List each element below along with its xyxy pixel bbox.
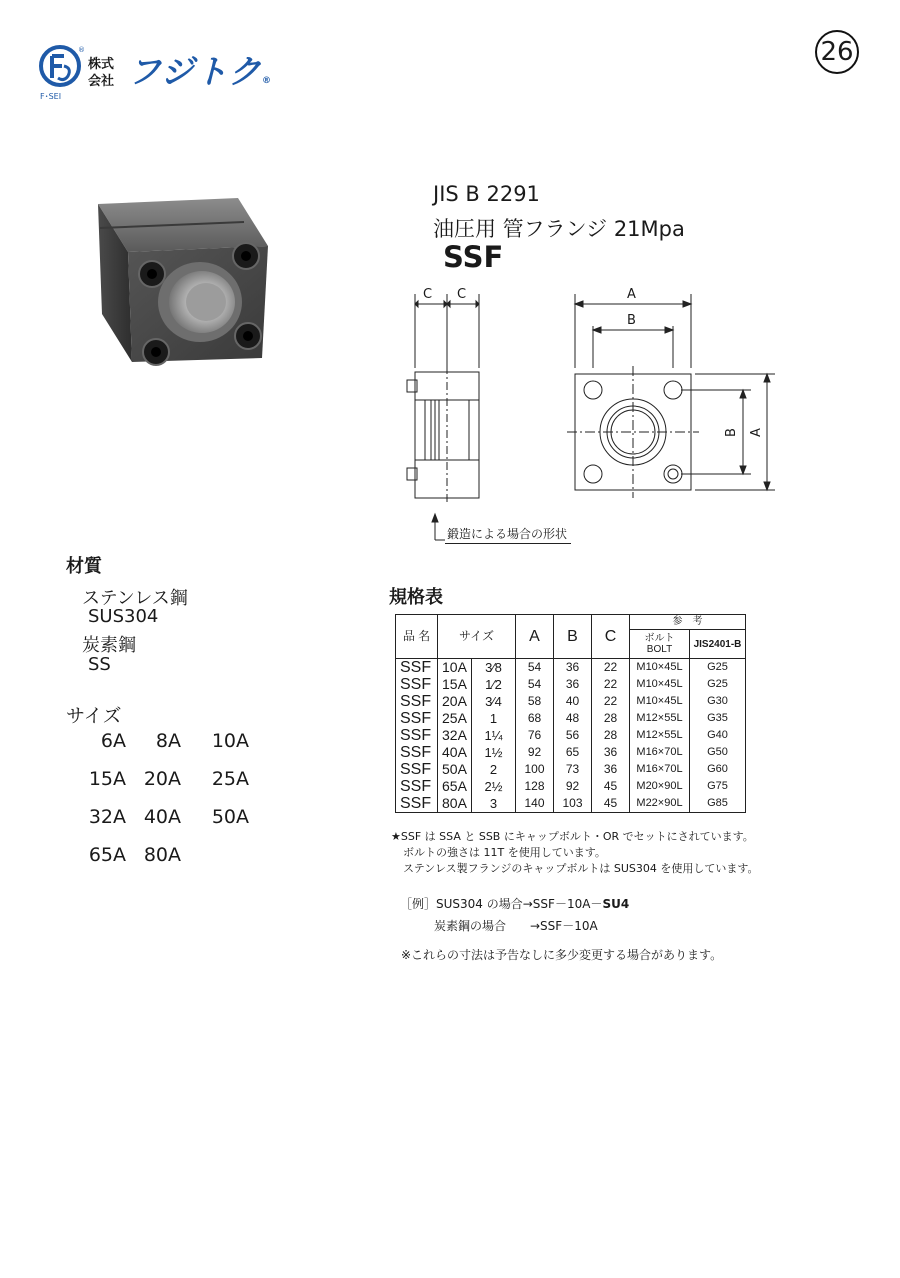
header-b: B bbox=[554, 615, 592, 659]
description-title: 油圧用 管フランジ 21Mpa bbox=[433, 217, 685, 241]
example-line-2: 炭素鋼の場合 →SSF－10A bbox=[434, 919, 598, 933]
jis-cell: G85 bbox=[690, 795, 746, 813]
size-item: 10A bbox=[211, 730, 249, 752]
dim-c-cell: 36 bbox=[592, 761, 630, 778]
dim-c-cell: 45 bbox=[592, 795, 630, 813]
dim-b-cell: 36 bbox=[554, 659, 592, 677]
part-name-cell: SSF bbox=[396, 727, 438, 744]
bolt-cell: M12×55L bbox=[630, 727, 690, 744]
dim-b-cell: 40 bbox=[554, 693, 592, 710]
bolt-cell: M16×70L bbox=[630, 744, 690, 761]
table-row bbox=[396, 676, 746, 693]
note-line-1: ★SSF は SSA と SSB にキャップボルト・OR でセットにされています。 bbox=[391, 830, 754, 843]
part-name-cell: SSF bbox=[396, 710, 438, 727]
forging-note: 鍛造による場合の形状 bbox=[445, 525, 571, 544]
bolt-cell: M10×45L bbox=[630, 659, 690, 677]
size-item: 8A bbox=[155, 730, 181, 752]
material-heading: 材質 bbox=[66, 556, 102, 577]
jis-cell: G40 bbox=[690, 727, 746, 744]
dim-a-top: A bbox=[627, 287, 636, 302]
material-code-1: SUS304 bbox=[88, 606, 159, 627]
size-item: 6A bbox=[100, 730, 126, 752]
dim-b-side: B bbox=[723, 428, 739, 437]
example-label: ［例］ bbox=[400, 897, 437, 911]
header-jis: JIS2401-B bbox=[690, 630, 746, 659]
jis-cell: G60 bbox=[690, 761, 746, 778]
inch-size-cell: 3 bbox=[472, 795, 516, 813]
disclaimer: ※これらの寸法は予告なしに多少変更する場合があります。 bbox=[401, 948, 723, 962]
size-heading: サイズ bbox=[66, 705, 122, 727]
header-bolt-en: BOLT bbox=[646, 644, 673, 655]
bolt-cell: M20×90L bbox=[630, 778, 690, 795]
dim-c-cell: 28 bbox=[592, 727, 630, 744]
part-name-cell: SSF bbox=[396, 659, 438, 677]
note-line-3: ステンレス製フランジのキャップボルトは SUS304 を使用しています。 bbox=[403, 862, 759, 875]
table-row bbox=[396, 744, 746, 761]
header-c: C bbox=[592, 615, 630, 659]
header-bolt bbox=[630, 630, 690, 659]
dim-c-cell: 22 bbox=[592, 659, 630, 677]
size-item: 50A bbox=[211, 806, 249, 828]
dim-a-cell: 58 bbox=[516, 693, 554, 710]
jis-cell: G25 bbox=[690, 659, 746, 677]
size-row bbox=[86, 768, 286, 790]
note-line-2: ボルトの強さは 11T を使用しています。 bbox=[403, 846, 606, 859]
dim-c-cell: 22 bbox=[592, 676, 630, 693]
spec-table bbox=[395, 614, 746, 813]
bolt-cell: M10×45L bbox=[630, 693, 690, 710]
size-cell: 20A bbox=[438, 693, 472, 710]
size-item: 20A bbox=[143, 768, 181, 790]
header-part-name: 品 名 bbox=[396, 615, 438, 659]
size-row bbox=[86, 730, 286, 752]
size-item: 65A bbox=[88, 844, 126, 866]
company-logo-icon bbox=[38, 44, 84, 94]
dim-c-left: C bbox=[423, 287, 433, 302]
size-item: 15A bbox=[88, 768, 126, 790]
size-cell: 10A bbox=[438, 659, 472, 677]
part-name-cell: SSF bbox=[396, 676, 438, 693]
table-row bbox=[396, 693, 746, 710]
inch-size-cell: 3⁄4 bbox=[472, 693, 516, 710]
size-cell: 32A bbox=[438, 727, 472, 744]
size-item: 40A bbox=[143, 806, 181, 828]
header-a: A bbox=[516, 615, 554, 659]
size-row bbox=[86, 806, 286, 828]
table-row bbox=[396, 795, 746, 813]
dim-a-cell: 54 bbox=[516, 676, 554, 693]
dim-b-cell: 73 bbox=[554, 761, 592, 778]
size-cell: 25A bbox=[438, 710, 472, 727]
jis-cell: G75 bbox=[690, 778, 746, 795]
dim-b-cell: 65 bbox=[554, 744, 592, 761]
example-line-1 bbox=[400, 895, 629, 912]
material-code-2: SS bbox=[88, 654, 111, 675]
dim-a-cell: 128 bbox=[516, 778, 554, 795]
company-name bbox=[128, 52, 272, 101]
standard-title: JIS B 2291 bbox=[433, 182, 540, 206]
product-photo bbox=[88, 186, 278, 380]
company-prefix-line2: 会社 bbox=[88, 74, 115, 89]
table-row bbox=[396, 727, 746, 744]
inch-size-cell: 3⁄8 bbox=[472, 659, 516, 677]
header-bolt-jp: ボルト bbox=[644, 633, 675, 644]
size-item: 25A bbox=[211, 768, 249, 790]
dim-a-cell: 92 bbox=[516, 744, 554, 761]
part-name-cell: SSF bbox=[396, 744, 438, 761]
inch-size-cell: 2 bbox=[472, 761, 516, 778]
spec-table-heading: 規格表 bbox=[389, 587, 443, 608]
svg-text:®: ® bbox=[78, 46, 85, 54]
material-name-1: ステンレス鋼 bbox=[82, 588, 188, 609]
size-cell: 80A bbox=[438, 795, 472, 813]
dim-b-cell: 56 bbox=[554, 727, 592, 744]
size-cell: 15A bbox=[438, 676, 472, 693]
dim-a-cell: 100 bbox=[516, 761, 554, 778]
size-row bbox=[86, 844, 286, 866]
size-cell: 65A bbox=[438, 778, 472, 795]
size-list bbox=[86, 730, 286, 874]
page-number: 26 bbox=[815, 30, 859, 74]
inch-size-cell: 2½ bbox=[472, 778, 516, 795]
inch-size-cell: 1⁄2 bbox=[472, 676, 516, 693]
bolt-cell: M12×55L bbox=[630, 710, 690, 727]
dim-c-cell: 22 bbox=[592, 693, 630, 710]
bolt-cell: M16×70L bbox=[630, 761, 690, 778]
dim-b-cell: 92 bbox=[554, 778, 592, 795]
table-row bbox=[396, 659, 746, 677]
size-item: 32A bbox=[88, 806, 126, 828]
dim-a-cell: 68 bbox=[516, 710, 554, 727]
material-name-2: 炭素鋼 bbox=[82, 635, 136, 656]
header-reference: 参 考 bbox=[630, 615, 746, 630]
size-cell: 50A bbox=[438, 761, 472, 778]
jis-cell: G50 bbox=[690, 744, 746, 761]
table-row bbox=[396, 778, 746, 795]
part-name-cell: SSF bbox=[396, 795, 438, 813]
table-row bbox=[396, 710, 746, 727]
dim-b-top: B bbox=[627, 313, 636, 328]
part-name-cell: SSF bbox=[396, 693, 438, 710]
table-row bbox=[396, 761, 746, 778]
company-prefix-line1: 株式 bbox=[88, 57, 115, 72]
inch-size-cell: 1¼ bbox=[472, 727, 516, 744]
inch-size-cell: 1½ bbox=[472, 744, 516, 761]
jis-cell: G25 bbox=[690, 676, 746, 693]
example-1-prefix: SUS304 の場合→SSF－10A－ bbox=[436, 897, 603, 911]
dim-c-cell: 28 bbox=[592, 710, 630, 727]
technical-drawing bbox=[395, 282, 795, 556]
example-1-suffix: SU4 bbox=[602, 897, 630, 911]
dim-a-side: A bbox=[748, 428, 764, 437]
part-name-cell: SSF bbox=[396, 761, 438, 778]
jis-cell: G35 bbox=[690, 710, 746, 727]
dim-b-cell: 103 bbox=[554, 795, 592, 813]
dim-c-right: C bbox=[457, 287, 467, 302]
model-title: SSF bbox=[443, 240, 504, 274]
dim-b-cell: 48 bbox=[554, 710, 592, 727]
bolt-cell: M10×45L bbox=[630, 676, 690, 693]
dim-a-cell: 76 bbox=[516, 727, 554, 744]
dim-c-cell: 36 bbox=[592, 744, 630, 761]
logo-caption: F･SEI bbox=[40, 92, 62, 101]
header-size: サイズ bbox=[438, 615, 516, 659]
bolt-cell: M22×90L bbox=[630, 795, 690, 813]
registered-mark-icon: ® bbox=[262, 76, 273, 86]
size-item: 80A bbox=[143, 844, 181, 866]
jis-cell: G30 bbox=[690, 693, 746, 710]
spec-table-body bbox=[396, 659, 746, 813]
company-name-text: フジトク bbox=[128, 52, 263, 91]
dim-c-cell: 45 bbox=[592, 778, 630, 795]
inch-size-cell: 1 bbox=[472, 710, 516, 727]
part-name-cell: SSF bbox=[396, 778, 438, 795]
size-cell: 40A bbox=[438, 744, 472, 761]
dim-a-cell: 140 bbox=[516, 795, 554, 813]
dim-b-cell: 36 bbox=[554, 676, 592, 693]
dim-a-cell: 54 bbox=[516, 659, 554, 677]
